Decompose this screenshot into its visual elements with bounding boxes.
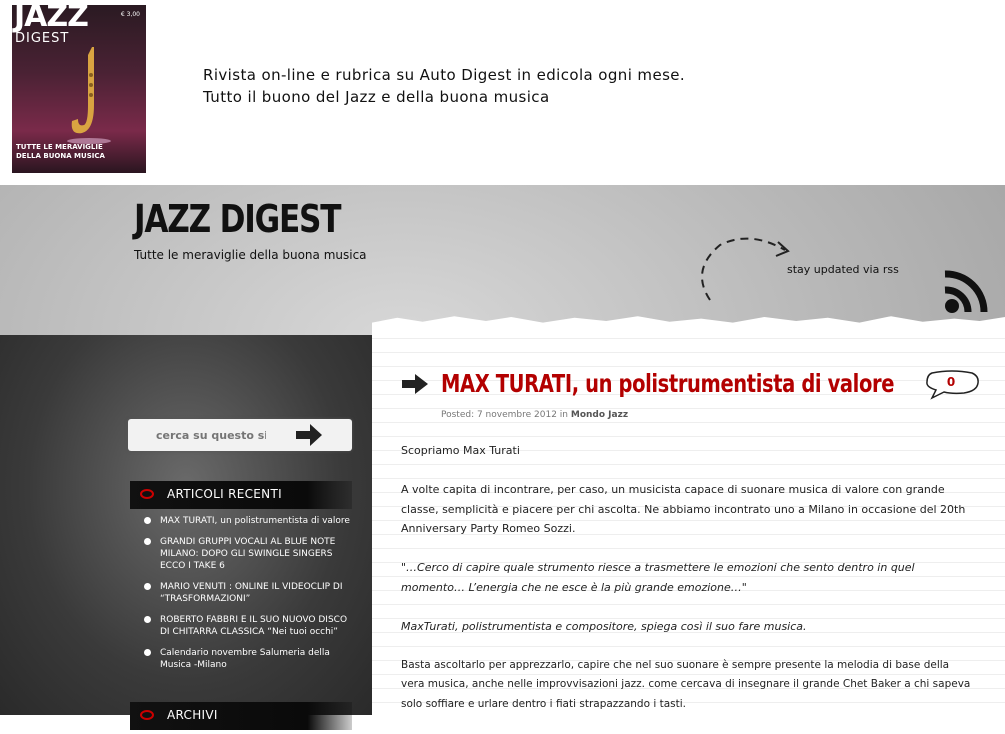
- widget-title: ARTICOLI RECENTI: [167, 487, 282, 501]
- post-paragraph: A volte capita di incontrare, per caso, un musicista capace di suonare musica di valore con grande classe, semplicità e piacere per chi ascolta. Ne abbiamo incontrato uno a Milano in occasione del 20th Anniversary Party Romeo Sozzi.: [401, 483, 966, 535]
- post-quote: "…Cerco di capire quale strumento riesce a trasmettere le emozioni che sento dentro in quel momento… L’energia che ne esce è la più grande emozione…": [401, 561, 915, 594]
- list-item: [143, 536, 358, 572]
- cover-price: € 3,00: [120, 11, 140, 18]
- widget-title: ARCHIVI: [167, 708, 218, 722]
- red-ring-icon: [140, 489, 154, 499]
- post-paragraph: Basta ascoltarlo per apprezzarlo, capire che nel suo suonare è sempre presente la melodia di base della vera musica, anche nelle improvvisazioni jazz. come cercava di insegnare il grande Chet Baker a chi sapeva solo soffiare e urlare dentro i fiati strapazzando i tasti.: [401, 658, 971, 710]
- post-title[interactable]: MAX TURATI, un polistrumentista di valore: [441, 369, 895, 398]
- post-paragraph: Scopriamo Max Turati: [401, 444, 520, 457]
- search-input[interactable]: [156, 427, 266, 443]
- list-item: [143, 581, 358, 605]
- recent-post-link[interactable]: MARIO VENUTI : ONLINE IL VIDEOCLIP DI “TRASFORMAZIONI”: [160, 582, 343, 604]
- recent-post-link[interactable]: ROBERTO FABBRI E IL SUO NUOVO DISCO DI CHITARRA CLASSICA “Nei tuoi occhi”: [160, 615, 348, 637]
- rss-icon[interactable]: [940, 260, 1000, 320]
- recent-post-link[interactable]: Calendario novembre Salumeria della Musica -Milano: [160, 648, 330, 670]
- list-item: [143, 515, 358, 527]
- post-paragraph: MaxTurati, polistrumentista e compositore, spiega così il suo fare musica.: [401, 619, 807, 633]
- widget-recent-posts-heading: [130, 481, 352, 509]
- recent-post-link[interactable]: GRANDI GRUPPI VOCALI AL BLUE NOTE MILANO: DOPO GLI SWINGLE SINGERS ECCO I TAKE 6: [160, 537, 336, 571]
- list-item: [143, 614, 358, 638]
- magazine-cover-image[interactable]: [12, 5, 146, 173]
- search-form: [128, 419, 352, 451]
- widget-archive-heading: [130, 702, 352, 730]
- saxophone-icon: [64, 45, 114, 145]
- recent-posts-list: [143, 515, 358, 680]
- rss-link[interactable]: stay updated via rss: [787, 263, 899, 276]
- banner-tagline: Rivista on-line e rubrica su Auto Digest in edicola ogni mese. Tutto il buono del Jazz e della buona musica: [203, 66, 686, 106]
- post-category-link[interactable]: Mondo Jazz: [570, 410, 629, 420]
- site-tagline: Tutte le meraviglie della buona musica: [134, 248, 367, 262]
- dashed-arrow-icon: [690, 230, 800, 310]
- site-title[interactable]: JAZZ DIGEST: [134, 197, 341, 241]
- post-meta: Posted: 7 novembre 2012 in Mondo Jazz: [441, 410, 629, 420]
- comment-count[interactable]: 0: [946, 375, 956, 389]
- list-item: [143, 647, 358, 671]
- search-submit-arrow-icon[interactable]: [294, 422, 324, 448]
- cover-subtitle: DIGEST: [15, 31, 70, 46]
- top-banner: [0, 0, 1005, 185]
- red-ring-icon: [140, 710, 154, 720]
- post-body: [401, 441, 971, 734]
- cover-title: JAZZ: [14, 5, 88, 34]
- post-arrow-icon: [400, 373, 430, 395]
- recent-post-link[interactable]: MAX TURATI, un polistrumentista di valore: [160, 516, 350, 526]
- cover-caption: TUTTE LE MERAVIGLIE DELLA BUONA MUSICA: [16, 143, 105, 160]
